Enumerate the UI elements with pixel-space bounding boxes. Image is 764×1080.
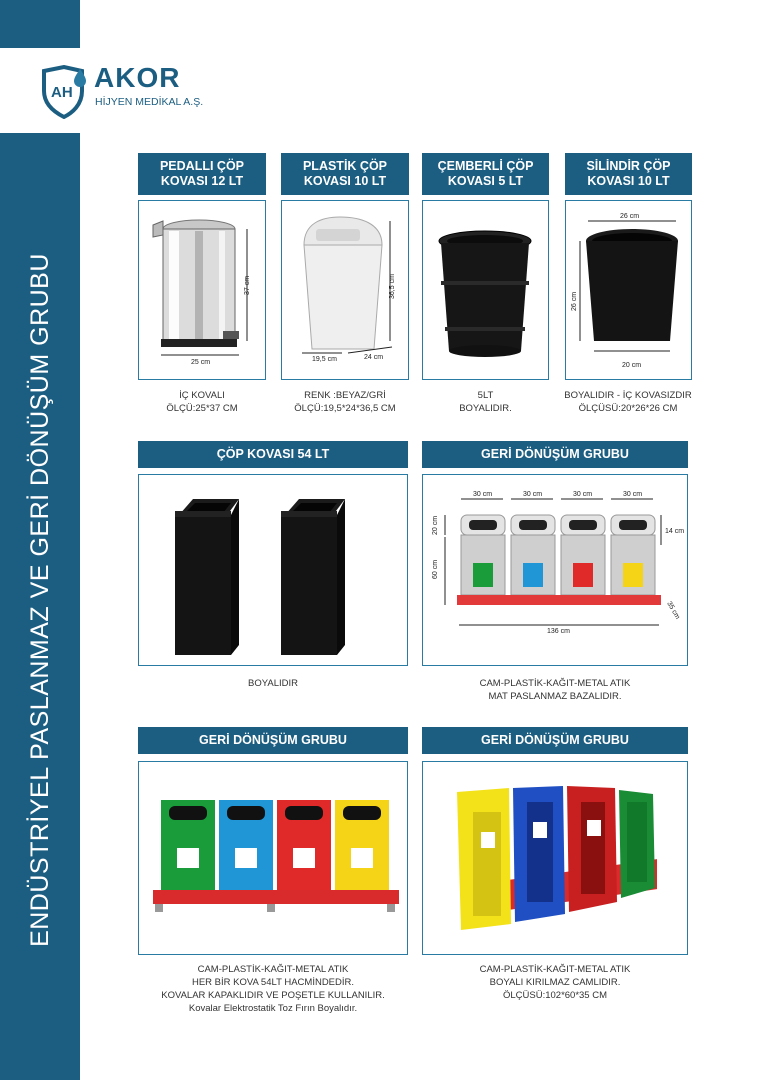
caption-pedal-bin: İÇ KOVALI ÖLÇÜ:25*37 CM xyxy=(166,390,238,414)
header-rimmed-bin: ÇEMBERLİ ÇÖP KOVASI 5 LT xyxy=(422,153,549,195)
svg-text:AH: AH xyxy=(51,84,73,101)
svg-text:19,5 cm: 19,5 cm xyxy=(312,356,337,363)
caption-plastic-bin: RENK :BEYAZ/GRİ ÖLÇÜ:19,5*24*36,5 CM xyxy=(294,390,396,414)
image-54lt-bins xyxy=(138,474,408,666)
logo-subtitle: HİJYEN MEDİKAL A.Ş. xyxy=(95,96,204,108)
caption-steel-recycling: CAM-PLASTİK-KAĞIT-METAL ATIK MAT PASLANMAZ BAZALIDIR. xyxy=(479,678,631,702)
image-cylinder-bin xyxy=(565,200,692,380)
svg-text:35 cm: 35 cm xyxy=(665,600,681,621)
image-plastic-bin xyxy=(281,200,409,380)
svg-text:37 cm: 37 cm xyxy=(244,275,251,295)
svg-text:26 cm: 26 cm xyxy=(571,291,578,311)
svg-text:25 cm: 25 cm xyxy=(191,359,211,366)
vertical-page-title: ENDÜSTRİYEL PASLANMAZ VE GERİ DÖNÜŞÜM GRUBU xyxy=(26,253,54,947)
svg-text:60 cm: 60 cm xyxy=(432,559,439,579)
svg-text:30 cm: 30 cm xyxy=(473,491,493,498)
header-plastic-bin: PLASTİK ÇÖP KOVASI 10 LT xyxy=(281,153,409,195)
svg-text:30 cm: 30 cm xyxy=(523,491,543,498)
svg-text:20 cm: 20 cm xyxy=(622,362,642,369)
header-recycling-glass: GERİ DÖNÜŞÜM GRUBU xyxy=(422,727,688,754)
image-glass-recycling-set xyxy=(422,761,688,955)
svg-text:24 cm: 24 cm xyxy=(364,354,384,361)
header-pedal-bin: PEDALLI ÇÖP KOVASI 12 LT xyxy=(138,153,266,195)
header-54lt-bin: ÇÖP KOVASI 54 LT xyxy=(138,441,408,468)
svg-text:136 cm: 136 cm xyxy=(547,628,570,635)
image-colored-recycling-set xyxy=(138,761,408,955)
caption-glass-recycling: CAM-PLASTİK-KAĞIT-METAL ATIK BOYALI KIRILMAZ CAMLIDIR. ÖLÇÜSÜ:102*60*35 CM xyxy=(479,964,631,1001)
caption-rimmed-bin: 5LT BOYALIDIR. xyxy=(459,390,512,414)
svg-text:30 cm: 30 cm xyxy=(573,491,593,498)
svg-text:30 cm: 30 cm xyxy=(623,491,643,498)
header-cylinder-bin: SİLİNDİR ÇÖP KOVASI 10 LT xyxy=(565,153,692,195)
image-rimmed-bin xyxy=(422,200,549,380)
caption-54lt-bin: BOYALIDIR xyxy=(248,678,298,689)
svg-text:36,5 cm: 36,5 cm xyxy=(389,274,396,299)
header-recycling-colored: GERİ DÖNÜŞÜM GRUBU xyxy=(138,727,408,754)
logo-shield-icon xyxy=(40,65,90,119)
svg-text:14 cm: 14 cm xyxy=(665,528,685,535)
logo-wordmark: AKOR xyxy=(94,62,181,93)
caption-cylinder-bin: BOYALIDIR - İÇ KOVASIZDIR ÖLÇÜSÜ:20*26*26 CM xyxy=(564,390,692,414)
image-pedal-bin xyxy=(138,200,266,380)
header-recycling-steel: GERİ DÖNÜŞÜM GRUBU xyxy=(422,441,688,468)
svg-text:26 cm: 26 cm xyxy=(620,213,640,220)
svg-text:20 cm: 20 cm xyxy=(432,515,439,535)
caption-colored-recycling: CAM-PLASTİK-KAĞIT-METAL ATIK HER BİR KOVA 54LT HACMİNDEDİR. KOVALAR KAPAKLIDIR VE POŞETLE KULLANILIR. Kovalar Elektrostatik Toz Fırın Boyalıdır. xyxy=(161,964,385,1014)
image-steel-recycling-set xyxy=(422,474,688,666)
